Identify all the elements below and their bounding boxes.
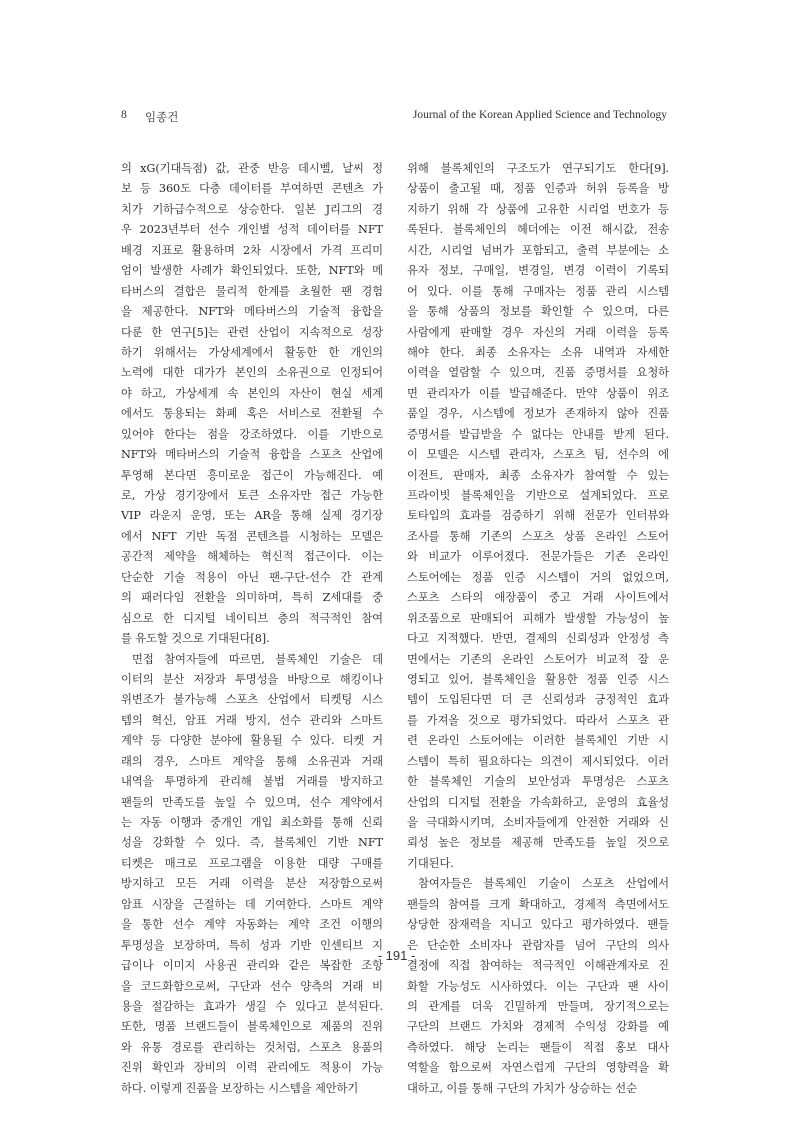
text-line: 위변조가 불가능해 스포츠 산업에서 티켓팅 시스 <box>121 693 383 707</box>
text-line: 진위 확인과 장비의 이력 관리에도 적용이 가능 <box>121 1061 383 1075</box>
text-line: 성을 강화할 수 있다. 즉, 블록체인 기반 NFT <box>121 836 383 850</box>
text-line: 스포츠 스타의 애장품이 중고 거래 사이트에서 <box>407 591 669 605</box>
text-line: 상품이 출고될 때, 정품 인증과 허위 등록을 방 <box>407 182 669 196</box>
text-line: 역할을 함으로써 자연스럽게 구단의 영향력을 확 <box>407 1061 669 1075</box>
text-line: 다고 지적했다. 반면, 결제의 신뢰성과 안정성 측 <box>407 632 669 646</box>
text-line: 용을 절감하는 효과가 생길 수 있다고 분석된다. <box>121 999 383 1013</box>
text-line: 을 극대화시키며, 소비자들에게 안전한 거래와 신 <box>407 816 669 829</box>
text-line: 뢰성 높은 정보를 제공해 만족도를 높일 것으로 <box>407 836 669 850</box>
text-line: 상당한 잠재력을 지니고 있다고 평가하였다. 팬들 <box>407 918 669 932</box>
text-line: 산업의 디지털 전환을 가속화하고, 운영의 효율성 <box>407 795 669 809</box>
text-line: 증명서를 발급받을 수 없다는 안내를 받게 된다. <box>407 427 669 441</box>
text-line: 대하고, 이를 통해 구단의 가치가 상승하는 선순 <box>407 1081 637 1095</box>
text-line: 배경 지표로 활용하며 2차 시장에서 가격 프리미 <box>121 243 383 257</box>
text-line: 내역을 투명하게 관리해 불법 거래를 방지하고 <box>121 775 383 789</box>
text-line: 또한, 명품 브랜드들이 블록체인으로 제품의 진위 <box>121 1020 383 1034</box>
text-line: 위해 블록체인의 구조도가 연구되기도 한다[9]. <box>407 162 669 175</box>
text-line: 유자 정보, 구매일, 변경일, 변경 이력이 기록되 <box>407 264 669 278</box>
text-line: 면에서는 기존의 온라인 스토어가 비교적 잘 운 <box>407 652 669 666</box>
text-line: 방지하고 모든 거래 이력을 분산 저장함으로써 <box>121 877 383 891</box>
text-line: 로, 가상 경기장에서 토큰 소유자만 접근 가능한 <box>121 489 383 502</box>
text-line: 면접 참여자들에 따르면, 블록체인 기술은 데 <box>132 652 383 666</box>
text-line: 노력에 대한 대가가 본인의 소유권으로 인정되어 <box>121 366 383 380</box>
text-line: 와 비교가 이루어졌다. 전문가들은 기존 온라인 <box>407 550 669 564</box>
text-line: 의 관계를 더욱 긴밀하게 만들며, 장기적으로는 <box>407 999 669 1013</box>
text-line: 조사를 통해 기존의 스포츠 상품 온라인 스토어 <box>407 529 669 543</box>
text-line: 치가 기하급수적으로 상승한다. 일본 J리그의 경 <box>121 202 383 216</box>
text-line: 심으로 한 디지털 네이티브 층의 적극적인 참여 <box>121 611 383 625</box>
text-line: 를 가져올 것으로 평가되었다. 따라서 스포츠 관 <box>407 713 669 727</box>
text-line: 스템이 특히 필요하다는 의견이 제시되었다. 이러 <box>407 754 669 768</box>
text-line: 타버스의 결합은 물리적 한계를 초월한 팬 경험 <box>121 284 383 298</box>
text-line: 한 블록체인 기술의 보안성과 투명성은 스포츠 <box>407 775 669 789</box>
text-line: 야 하고, 가상세계 속 본인의 자산이 현실 세계 <box>121 386 383 400</box>
text-line: 이전트, 판매자, 최종 소유자가 참여할 수 있는 <box>407 468 669 482</box>
text-line: 어 있다. 이를 통해 구매자는 정품 관리 시스템 <box>407 284 669 298</box>
text-line: 기대된다. <box>407 856 454 870</box>
text-line: 해야 한다. 최종 소유자는 소유 내역과 자세한 <box>407 345 669 359</box>
header-author: 임종건 <box>145 112 179 124</box>
header-page-number: 8 <box>121 109 127 121</box>
text-line: 스토어에는 정품 인증 시스템이 거의 없었으며, <box>407 570 669 584</box>
text-line: 결정에 직접 참여하는 적극적인 이해관계자로 진 <box>407 959 669 973</box>
text-line: 투명성을 보장하며, 특히 성과 기반 인센티브 지 <box>121 938 383 952</box>
text-line: 다룬 한 연구[5]는 관련 산업이 지속적으로 성장 <box>121 325 383 339</box>
text-line: 은 단순한 소비자나 관람자를 넘어 구단의 의사 <box>407 938 669 952</box>
text-line: 팬들의 만족도를 높일 수 있으며, 선수 계약에서 <box>121 795 383 809</box>
header-journal-title: Journal of the Korean Applied Science and Technology <box>412 109 667 121</box>
text-line: 투영해 본다면 흥미로운 접근이 가능해진다. 예 <box>121 468 383 482</box>
text-line: 우 2023년부터 선수 개인별 성적 데이터를 NFT <box>121 223 383 237</box>
text-line: 위조품으로 판매되어 피해가 발생할 가능성이 높 <box>407 611 669 625</box>
text-line: 하기 위해서는 가상세계에서 활동한 한 개인의 <box>121 345 383 359</box>
text-line: 래의 경우, 스마트 계약을 통해 소유권과 거래 <box>121 754 383 768</box>
text-line: 의 xG(기대득점) 값, 관중 반응 데시벨, 날씨 정 <box>121 162 383 175</box>
text-line: 록된다. 블록체인의 헤더에는 이전 해시값, 전송 <box>407 223 669 237</box>
text-line: 토타입의 효과를 검증하기 위해 전문가 인터뷰와 <box>407 509 669 523</box>
text-line: VIP 라운지 운영, 또는 AR을 통해 실제 경기장 <box>121 509 383 523</box>
page-footer-number: - 191 - <box>377 948 416 963</box>
text-line: 암표 시장을 근절하는 데 기여한다. 스마트 계약 <box>121 897 383 911</box>
text-line: 급이나 이미지 사용권 관리와 같은 복잡한 조항 <box>121 959 383 973</box>
text-line: 이력을 열람할 수 있으며, 진품 증명서를 요청하 <box>407 366 669 380</box>
text-line: 프라이빗 블록체인을 기반으로 설계되었다. 프로 <box>407 489 669 502</box>
text-line: 이 모델은 시스템 관리자, 스포츠 팀, 선수의 에 <box>407 448 669 462</box>
text-line: 사람에게 판매할 경우 자신의 거래 이력을 등록 <box>407 325 669 339</box>
text-line: 참여자들은 블록체인 기술이 스포츠 산업에서 <box>418 877 669 891</box>
text-line: 엄이 발생한 사례가 확인되었다. 또한, NFT와 메 <box>121 264 383 278</box>
text-line: 구단의 브랜드 가치와 경제적 수익성 강화를 예 <box>407 1020 669 1034</box>
text-line: 보 등 360도 다층 데이터를 부여하면 콘텐츠 가 <box>121 182 383 196</box>
text-line: 시간, 시리얼 넘버가 포함되고, 출력 부분에는 소 <box>407 243 669 257</box>
text-line: 을 제공한다. NFT와 메타버스의 기술적 융합을 <box>121 305 383 319</box>
text-line: 는 자동 이행과 중개인 개입 최소화를 통해 신뢰 <box>121 816 383 829</box>
running-header <box>121 109 667 129</box>
text-line: 템이 도입된다면 더 큰 신뢰성과 긍정적인 효과 <box>407 693 669 707</box>
text-line: 측하였다. 해당 논리는 팬들이 직접 홍보 대사 <box>407 1040 669 1054</box>
text-line: 을 통한 선수 계약 자동화는 계약 조건 이행의 <box>121 918 383 932</box>
text-line: 에서도 통용되는 화폐 혹은 서비스로 전환될 수 <box>121 407 383 421</box>
text-line: 지하기 위해 각 상품에 고유한 시리얼 번호가 등 <box>407 202 669 216</box>
text-line: 를 유도할 것으로 기대된다[8]. <box>121 632 270 646</box>
text-line: 계약 등 다양한 분야에 활용될 수 있다. 티켓 거 <box>121 734 383 748</box>
text-line: 품일 경우, 시스템에 정보가 존재하지 않아 진품 <box>407 407 669 421</box>
text-line: 있어야 한다는 점을 강조하였다. 이를 기반으로 <box>121 427 383 441</box>
text-line: 팬들의 참여를 크게 확대하고, 경제적 측면에서도 <box>407 897 669 911</box>
text-line: 영되고 있어, 블록체인을 활용한 정품 인증 시스 <box>407 672 669 686</box>
text-line: 와 유통 경로를 관리하는 것처럼, 스포츠 용품의 <box>121 1040 383 1054</box>
text-line: 템의 혁신, 암표 거래 방지, 선수 관리와 스마트 <box>121 713 383 727</box>
text-line: 공간적 제약을 해체하는 혁신적 접근이다. 이는 <box>121 550 383 564</box>
text-line: 단순한 기술 적용이 아닌 팬-구단-선수 간 관계 <box>121 570 383 584</box>
text-line: 면 관리자가 이를 발급해준다. 만약 상품이 위조 <box>407 386 669 400</box>
text-line: 에서 NFT 기반 독점 콘텐츠를 시청하는 모델은 <box>121 529 383 543</box>
text-line: NFT와 메타버스의 기술적 융합을 스포츠 산업에 <box>121 448 383 462</box>
text-line: 을 통해 상품의 정보를 확인할 수 있으며, 다른 <box>407 305 669 319</box>
text-line: 티켓은 매크로 프로그램을 이용한 대량 구매를 <box>121 856 383 870</box>
text-line: 련 온라인 스토어에는 이러한 블록체인 기반 시 <box>407 734 669 748</box>
text-line: 의 패러다임 전환을 의미하며, 특히 Z세대를 중 <box>121 591 383 605</box>
text-line: 을 코드화함으로써, 구단과 선수 양측의 거래 비 <box>121 979 383 993</box>
text-line: 이터의 분산 저장과 투명성을 바탕으로 해킹이나 <box>121 672 383 686</box>
text-line: 하다. 이렇게 진품을 보장하는 시스템을 제안하기 <box>121 1081 359 1095</box>
text-line: 화할 가능성도 시사하였다. 이는 구단과 팬 사이 <box>407 979 669 993</box>
